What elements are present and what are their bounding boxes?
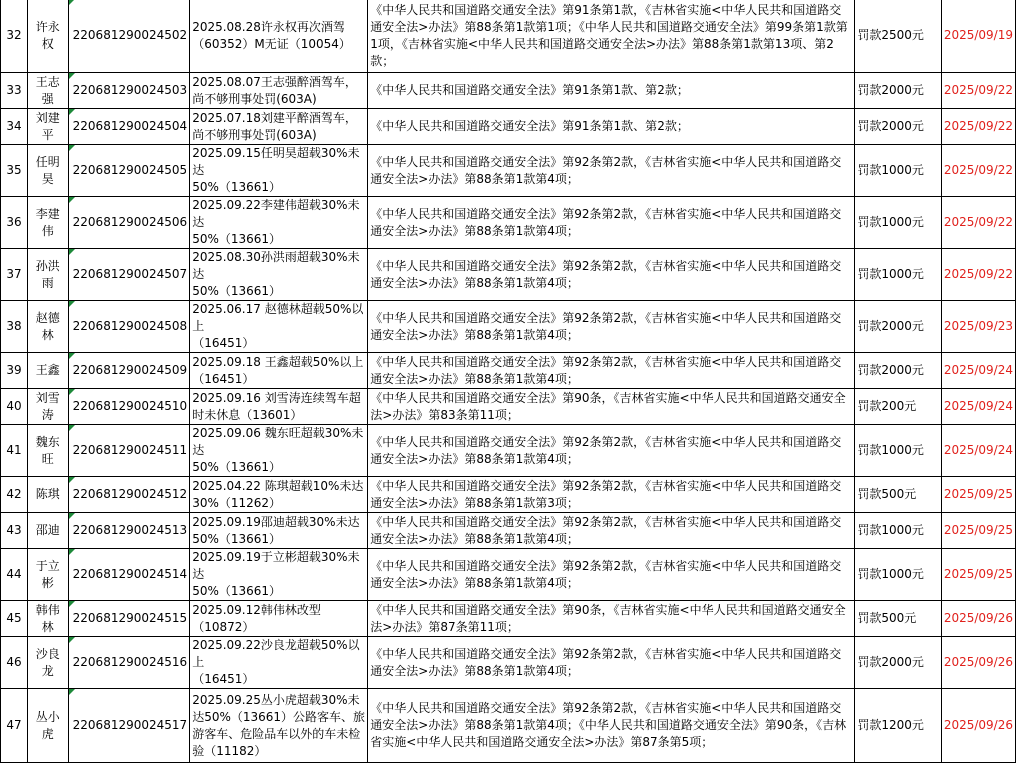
penalty-amount: 罚款1000元 — [855, 425, 941, 477]
case-number: 220681290024505 — [68, 145, 190, 197]
row-number: 33 — [1, 73, 28, 109]
person-name: 赵德林 — [27, 301, 68, 353]
person-name: 韩伟林 — [27, 601, 68, 637]
penalty-amount: 罚款1000元 — [855, 513, 941, 549]
person-name: 孙洪雨 — [27, 249, 68, 301]
penalty-amount: 罚款2000元 — [855, 301, 941, 353]
legal-basis: 《中华人民共和国道路交通安全法》第92条第2款，《吉林省实施<中华人民共和国道路交通安全法>办法》第88条第1款第4项； — [368, 301, 855, 353]
table-row — [1, 197, 1016, 249]
table-row — [1, 549, 1016, 601]
row-number: 32 — [1, 0, 28, 73]
legal-basis: 《中华人民共和国道路交通安全法》第92条第2款，《吉林省实施<中华人民共和国道路交通安全法>办法》第88条第1款第4项； — [368, 637, 855, 689]
table-row — [1, 145, 1016, 197]
row-number: 41 — [1, 425, 28, 477]
case-number: 220681290024512 — [68, 477, 190, 513]
decision-date: 2025/09/25 — [941, 549, 1015, 601]
decision-date: 2025/09/26 — [941, 689, 1015, 763]
penalty-amount: 罚款2000元 — [855, 353, 941, 389]
decision-date: 2025/09/24 — [941, 389, 1015, 425]
violation-fact: 2025.06.17 赵德林超载50%以上 （16451） — [190, 301, 368, 353]
case-number: 220681290024503 — [68, 73, 190, 109]
table-row — [1, 0, 1016, 73]
person-name: 任明昊 — [27, 145, 68, 197]
legal-basis: 《中华人民共和国道路交通安全法》第92条第2款，《吉林省实施<中华人民共和国道路交通安全法>办法》第88条第1款第4项； — [368, 353, 855, 389]
table-row — [1, 637, 1016, 689]
person-name: 王鑫 — [27, 353, 68, 389]
decision-date: 2025/09/24 — [941, 353, 1015, 389]
violation-fact: 2025.08.30孙洪雨超载30%未达 50%（13661） — [190, 249, 368, 301]
row-number: 47 — [1, 689, 28, 763]
table-row — [1, 689, 1016, 763]
person-name: 李建伟 — [27, 197, 68, 249]
violation-fact: 2025.07.18刘建平醉酒驾车，尚不够刑事处罚(603A) — [190, 109, 368, 145]
case-number: 220681290024504 — [68, 109, 190, 145]
person-name: 沙良龙 — [27, 637, 68, 689]
legal-basis: 《中华人民共和国道路交通安全法》第92条第2款，《吉林省实施<中华人民共和国道路交通安全法>办法》第88条第1款第4项； — [368, 513, 855, 549]
penalty-amount: 罚款2000元 — [855, 73, 941, 109]
legal-basis: 《中华人民共和国道路交通安全法》第91条第1款，《吉林省实施<中华人民共和国道路交通安全法>办法》第88条第1款第1项；《中华人民共和国道路交通安全法》第99条第1款第1项，《吉林省实施<中华人民共和国道路交通安全法>办法》第88条第1款第13项、第2款； — [368, 0, 855, 73]
violation-fact: 2025.09.25丛小虎超载30%未达50%（13661）公路客车、旅游客车、危险品车以外的车未检验（11182） — [190, 689, 368, 763]
table-row — [1, 301, 1016, 353]
decision-date: 2025/09/25 — [941, 477, 1015, 513]
violation-fact: 2025.09.22沙良龙超载50%以上 （16451） — [190, 637, 368, 689]
penalty-amount: 罚款1000元 — [855, 145, 941, 197]
row-number: 36 — [1, 197, 28, 249]
legal-basis: 《中华人民共和国道路交通安全法》第92条第2款，《吉林省实施<中华人民共和国道路交通安全法>办法》第88条第1款第3项； — [368, 477, 855, 513]
row-number: 42 — [1, 477, 28, 513]
penalty-amount: 罚款1200元 — [855, 689, 941, 763]
person-name: 陈琪 — [27, 477, 68, 513]
legal-basis: 《中华人民共和国道路交通安全法》第92条第2款，《吉林省实施<中华人民共和国道路交通安全法>办法》第88条第1款第4项；《中华人民共和国道路交通安全法》第90条，《吉林省实施<中华人民共和国道路交通安全法>办法》第87条第5项； — [368, 689, 855, 763]
violation-fact: 2025.09.18 王鑫超载50%以上 （16451） — [190, 353, 368, 389]
decision-date: 2025/09/22 — [941, 109, 1015, 145]
case-number: 220681290024502 — [68, 0, 190, 73]
table-row — [1, 425, 1016, 477]
person-name: 于立彬 — [27, 549, 68, 601]
penalty-amount: 罚款2500元 — [855, 0, 941, 73]
table-row — [1, 513, 1016, 549]
legal-basis: 《中华人民共和国道路交通安全法》第91条第1款、第2款； — [368, 109, 855, 145]
row-number: 38 — [1, 301, 28, 353]
penalty-amount: 罚款1000元 — [855, 549, 941, 601]
decision-date: 2025/09/26 — [941, 637, 1015, 689]
legal-basis: 《中华人民共和国道路交通安全法》第92条第2款，《吉林省实施<中华人民共和国道路交通安全法>办法》第88条第1款第4项； — [368, 145, 855, 197]
legal-basis: 《中华人民共和国道路交通安全法》第92条第2款，《吉林省实施<中华人民共和国道路交通安全法>办法》第88条第1款第4项； — [368, 549, 855, 601]
decision-date: 2025/09/19 — [941, 0, 1015, 73]
violation-fact: 2025.09.06 魏东旺超载30%未达 50%（13661） — [190, 425, 368, 477]
violation-fact: 2025.09.15任明昊超载30%未达 50%（13661） — [190, 145, 368, 197]
case-number: 220681290024508 — [68, 301, 190, 353]
penalty-amount: 罚款200元 — [855, 389, 941, 425]
violation-fact: 2025.09.19邵迪超载30%未达 50%（13661） — [190, 513, 368, 549]
case-number: 220681290024517 — [68, 689, 190, 763]
person-name: 王志强 — [27, 73, 68, 109]
legal-basis: 《中华人民共和国道路交通安全法》第92条第2款，《吉林省实施<中华人民共和国道路交通安全法>办法》第88条第1款第4项； — [368, 197, 855, 249]
case-number: 220681290024506 — [68, 197, 190, 249]
person-name: 邵迪 — [27, 513, 68, 549]
penalty-amount: 罚款2000元 — [855, 109, 941, 145]
decision-date: 2025/09/25 — [941, 513, 1015, 549]
row-number: 43 — [1, 513, 28, 549]
violation-fact: 2025.09.22李建伟超载30%未达 50%（13661） — [190, 197, 368, 249]
table-row — [1, 353, 1016, 389]
decision-date: 2025/09/22 — [941, 73, 1015, 109]
case-number: 220681290024513 — [68, 513, 190, 549]
decision-date: 2025/09/26 — [941, 601, 1015, 637]
case-number: 220681290024507 — [68, 249, 190, 301]
penalty-amount: 罚款1000元 — [855, 197, 941, 249]
row-number: 34 — [1, 109, 28, 145]
row-number: 35 — [1, 145, 28, 197]
table-row — [1, 73, 1016, 109]
violation-fact: 2025.04.22 陈琪超载10%未达 30%（11262） — [190, 477, 368, 513]
violation-fact: 2025.08.07王志强醉酒驾车，尚不够刑事处罚(603A) — [190, 73, 368, 109]
person-name: 魏东旺 — [27, 425, 68, 477]
person-name: 刘建平 — [27, 109, 68, 145]
legal-basis: 《中华人民共和国道路交通安全法》第92条第2款，《吉林省实施<中华人民共和国道路交通安全法>办法》第88条第1款第4项； — [368, 249, 855, 301]
decision-date: 2025/09/24 — [941, 425, 1015, 477]
violation-fact: 2025.09.16 刘雪涛连续驾车超时未休息（13601） — [190, 389, 368, 425]
legal-basis: 《中华人民共和国道路交通安全法》第91条第1款、第2款； — [368, 73, 855, 109]
penalty-amount: 罚款2000元 — [855, 637, 941, 689]
case-number: 220681290024515 — [68, 601, 190, 637]
legal-basis: 《中华人民共和国道路交通安全法》第90条，《吉林省实施<中华人民共和国道路交通安全法>办法》第83条第11项； — [368, 389, 855, 425]
legal-basis: 《中华人民共和国道路交通安全法》第90条，《吉林省实施<中华人民共和国道路交通安全法>办法》第87条第11项； — [368, 601, 855, 637]
table-row — [1, 109, 1016, 145]
legal-basis: 《中华人民共和国道路交通安全法》第92条第2款，《吉林省实施<中华人民共和国道路交通安全法>办法》第88条第1款第4项； — [368, 425, 855, 477]
violation-fact: 2025.08.28许永权再次酒驾 （60352）M无证（10054） — [190, 0, 368, 73]
case-number: 220681290024514 — [68, 549, 190, 601]
penalty-amount: 罚款500元 — [855, 477, 941, 513]
penalty-amount: 罚款1000元 — [855, 249, 941, 301]
row-number: 46 — [1, 637, 28, 689]
violation-fact: 2025.09.12韩伟林改型 （10872） — [190, 601, 368, 637]
case-number: 220681290024511 — [68, 425, 190, 477]
row-number: 40 — [1, 389, 28, 425]
table-row — [1, 249, 1016, 301]
decision-date: 2025/09/22 — [941, 249, 1015, 301]
case-number: 220681290024516 — [68, 637, 190, 689]
case-number: 220681290024509 — [68, 353, 190, 389]
row-number: 45 — [1, 601, 28, 637]
table-row — [1, 389, 1016, 425]
decision-date: 2025/09/22 — [941, 197, 1015, 249]
violation-fact: 2025.09.19于立彬超载30%未达 50%（13661） — [190, 549, 368, 601]
table-row — [1, 477, 1016, 513]
decision-date: 2025/09/22 — [941, 145, 1015, 197]
table-row — [1, 601, 1016, 637]
person-name: 丛小虎 — [27, 689, 68, 763]
row-number: 44 — [1, 549, 28, 601]
person-name: 许永权 — [27, 0, 68, 73]
decision-date: 2025/09/23 — [941, 301, 1015, 353]
row-number: 37 — [1, 249, 28, 301]
case-number: 220681290024510 — [68, 389, 190, 425]
row-number: 39 — [1, 353, 28, 389]
person-name: 刘雪涛 — [27, 389, 68, 425]
penalty-amount: 罚款500元 — [855, 601, 941, 637]
